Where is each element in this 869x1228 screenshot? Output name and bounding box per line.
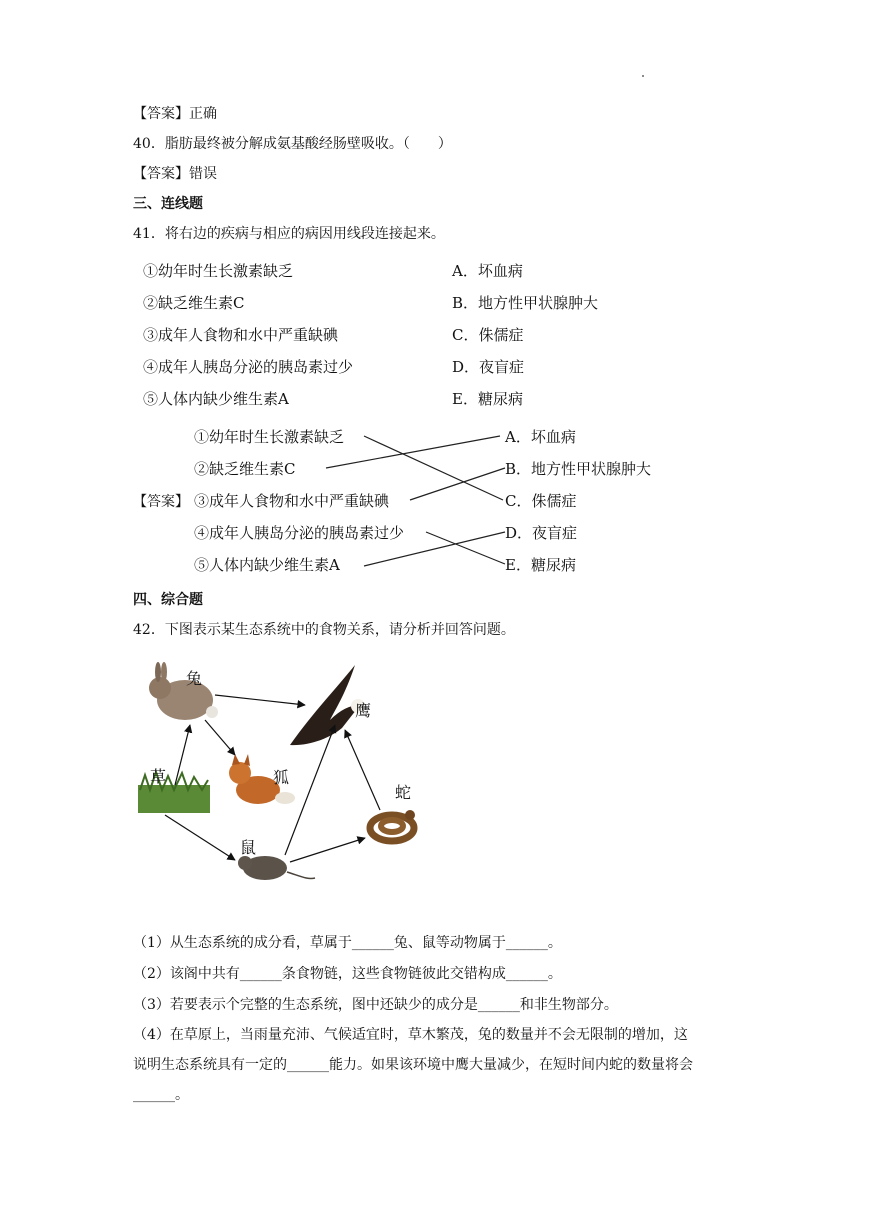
answer-40: 【答案】错误 [133,166,217,182]
answer-disease-e: E．糖尿病 [505,556,576,574]
arrow-mouse-snake [290,838,365,862]
arrow-rabbit-fox [205,720,235,755]
answer-cause-2: ②缺乏维生素C [194,460,296,478]
cause-5: ⑤人体内缺少维生素A [143,390,289,408]
arrow-rabbit-eagle [215,695,305,705]
cause-1: ①幼年时生长激素缺乏 [143,262,294,280]
label-snake: 蛇 [395,783,412,802]
answer-cause-4: ④成年人胰岛分泌的胰岛素过少 [194,524,405,542]
answer-cause-1: ①幼年时生长激素缺乏 [194,428,345,446]
subquestion-4-line-2: 说明生态系统具有一定的______能力。如果该环境中鹰大量减少，在短时间内蛇的数量将会 [133,1057,693,1073]
answer-cause-5: ⑤人体内缺少维生素A [194,556,340,574]
question-42: 42．下图表示某生态系统中的食物关系，请分析并回答问题。 [133,622,515,638]
answer-39: 【答案】正确 [133,106,217,122]
subquestion-4-line-3: ______。 [133,1087,189,1103]
answer-cause-3: ③成年人食物和水中严重缺碘 [194,492,390,510]
cause-3: ③成年人食物和水中严重缺碘 [143,326,339,344]
arrow-grass-mouse [165,815,235,860]
rabbit-image [149,662,218,720]
label-grass: 草 [150,767,167,786]
arrow-snake-eagle [345,730,380,810]
question-41: 41．将右边的疾病与相应的病因用线段连接起来。 [133,226,445,242]
subquestion-2: （2）该阁中共有______条食物链，这些食物链彼此交错构成______。 [133,966,562,982]
disease-c: C．侏儒症 [452,326,524,344]
subquestion-1: （1）从生态系统的成分看，草属于______兔、鼠等动物属于______。 [133,935,562,951]
link-1-c [364,436,503,500]
answer-41-prefix: 【答案】 [133,494,189,510]
cause-2: ②缺乏维生素C [143,294,245,312]
label-mouse: 鼠 [240,838,257,857]
snake-image [370,810,415,841]
label-fox: 狐 [273,768,290,787]
answer-disease-c: C．侏儒症 [505,492,577,510]
disease-e: E．糖尿病 [452,390,523,408]
answer-disease-a: A．坏血病 [505,428,576,446]
disease-a: A．坏血病 [452,262,523,280]
section-4-heading: 四、综合题 [133,592,203,608]
food-web-diagram [130,650,450,895]
disease-b: B．地方性甲状腺肿大 [452,294,599,312]
subquestion-3: （3）若要表示个完整的生态系统，图中还缺少的成分是______和非生物部分。 [133,997,618,1013]
disease-d: D．夜盲症 [452,358,525,376]
question-40: 40．脂肪最终被分解成氨基酸经肠壁吸收。（ ） [133,136,452,152]
link-5-d [364,532,505,566]
link-3-b [410,468,505,500]
answer-disease-b: B．地方性甲状腺肿大 [505,460,652,478]
subquestion-4-line-1: （4）在草原上，当雨量充沛、气候适宜时，草木繁茂，兔的数量并不会无限制的增加，这 [133,1027,688,1043]
cause-4: ④成年人胰岛分泌的胰岛素过少 [143,358,354,376]
label-eagle: 鹰 [355,701,372,720]
label-rabbit: 兔 [186,669,203,688]
link-2-a [326,436,500,468]
answer-disease-d: D．夜盲症 [505,524,578,542]
mouse-image [238,856,315,880]
grass-image [138,772,210,813]
section-3-heading: 三、连线题 [133,196,203,212]
